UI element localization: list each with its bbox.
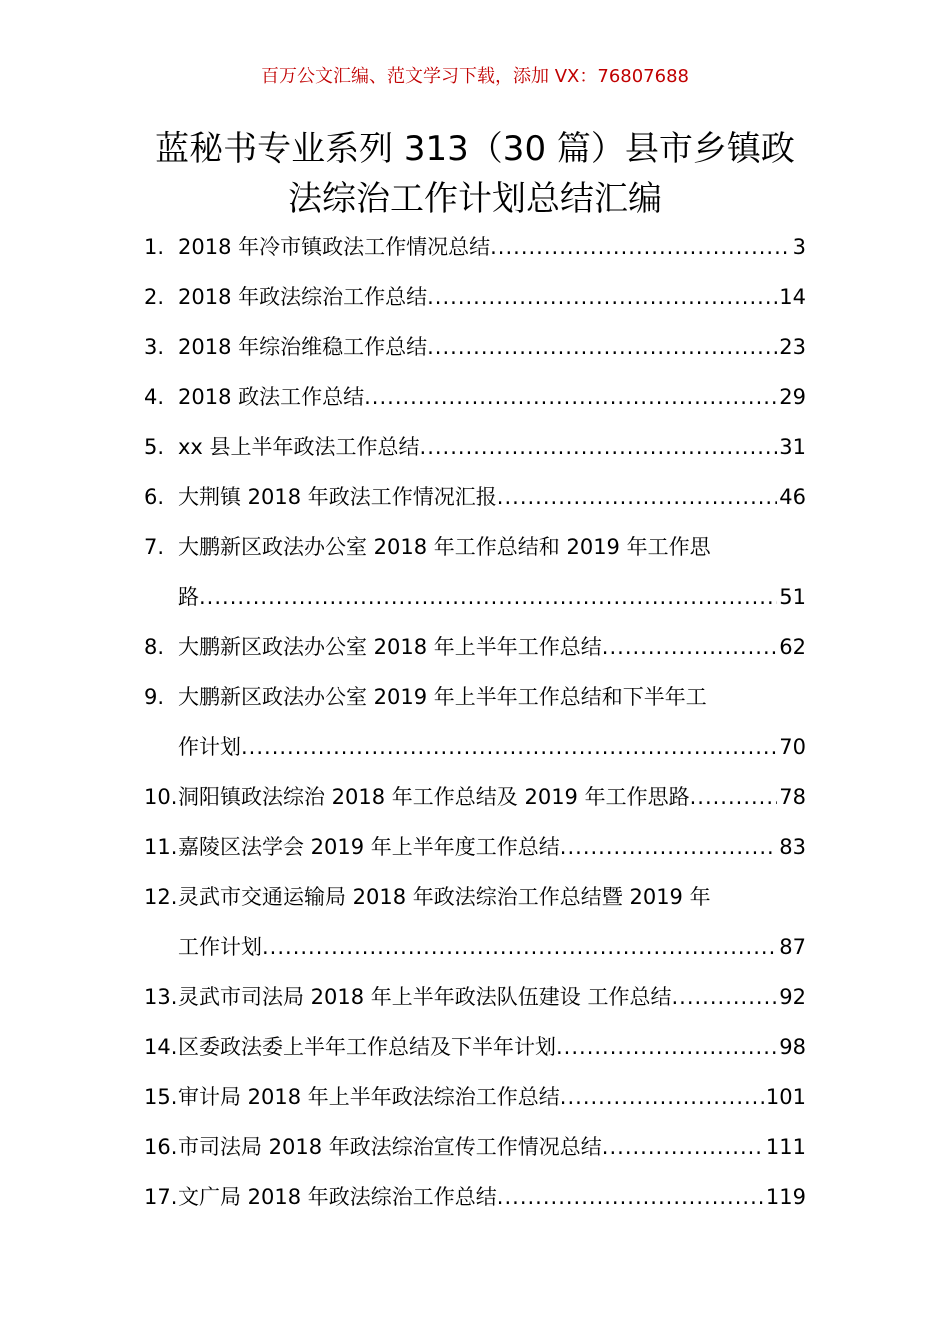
toc-entry-page-number: 87 <box>779 935 806 959</box>
toc-entry-page-number: 98 <box>779 1035 806 1059</box>
toc-entry-title: 审计局 2018 年上半年政法综治工作总结 <box>178 1085 560 1109</box>
toc-entry-page-number: 111 <box>765 1135 806 1159</box>
toc-entry-line <box>178 772 806 822</box>
toc-entry-number: 8. <box>144 635 165 659</box>
dot-leader <box>420 422 778 472</box>
toc-entry-number: 9. <box>144 685 165 709</box>
toc-entry-body <box>178 272 806 322</box>
table-of-contents <box>144 222 806 1222</box>
toc-entry-title: 大荆镇 2018 年政法工作情况汇报 <box>178 485 497 509</box>
toc-entry-title: 路 <box>178 585 199 609</box>
toc-entry-title-line: 大鹏新区政法办公室 2018 年工作总结和 2019 年工作思 <box>178 535 711 559</box>
title-line-2: 法综治工作计划总结汇编 <box>288 179 662 219</box>
toc-entry-body <box>178 372 806 422</box>
toc-entry-number: 13. <box>144 985 178 1009</box>
toc-entry-body <box>178 522 806 622</box>
toc-entry-line <box>178 222 806 272</box>
toc-entry-body <box>178 822 806 872</box>
toc-entry-body <box>178 772 806 822</box>
header-contact-text: 百万公文汇编、范文学习下载，添加 VX：76807688 <box>261 66 689 87</box>
toc-entry-page-number: 119 <box>765 1185 806 1209</box>
toc-entry-line <box>178 1072 806 1122</box>
toc-entry-title: 文广局 2018 年政法综治工作总结 <box>178 1185 497 1209</box>
toc-entry[interactable] <box>144 972 806 1022</box>
dot-leader <box>427 272 777 322</box>
toc-entry-line <box>178 822 806 872</box>
dot-leader <box>690 772 778 822</box>
toc-entry[interactable] <box>144 472 806 522</box>
toc-entry-body <box>178 672 806 772</box>
toc-entry[interactable] <box>144 622 806 672</box>
dot-leader <box>364 372 777 422</box>
toc-entry[interactable] <box>144 1072 806 1122</box>
dot-leader <box>602 1122 764 1172</box>
toc-entry[interactable] <box>144 822 806 872</box>
toc-entry-line <box>178 322 806 372</box>
toc-entry-line <box>178 472 806 522</box>
toc-entry[interactable] <box>144 272 806 322</box>
toc-entry-body <box>178 1072 806 1122</box>
toc-entry-title: xx 县上半年政法工作总结 <box>178 435 420 459</box>
toc-entry-page-number: 29 <box>779 385 806 409</box>
toc-entry-title: 洞阳镇政法综治 2018 年工作总结及 2019 年工作思路 <box>178 785 690 809</box>
toc-entry-page-number: 51 <box>779 585 806 609</box>
toc-entry-body <box>178 972 806 1022</box>
toc-entry-number: 17. <box>144 1185 178 1209</box>
dot-leader <box>556 1022 777 1072</box>
toc-entry-title-line: 灵武市交通运输局 2018 年政法综治工作总结暨 2019 年 <box>178 885 711 909</box>
toc-entry-line <box>178 972 806 1022</box>
toc-entry[interactable] <box>144 1022 806 1072</box>
toc-entry-body <box>178 1122 806 1172</box>
toc-entry-title: 2018 年冷市镇政法工作情况总结 <box>178 235 491 259</box>
toc-entry-title: 2018 年政法综治工作总结 <box>178 285 428 309</box>
toc-entry-title: 工作计划 <box>178 935 262 959</box>
toc-entry-title: 2018 年综治维稳工作总结 <box>178 335 428 359</box>
dot-leader <box>199 572 777 622</box>
toc-entry-title: 灵武市司法局 2018 年上半年政法队伍建设 工作总结 <box>178 985 672 1009</box>
toc-entry-number: 2. <box>144 285 165 309</box>
toc-entry[interactable] <box>144 522 806 622</box>
toc-entry-number: 10. <box>144 785 178 809</box>
title-line-1: 蓝秘书专业系列 313（30 篇）县市乡镇政 <box>155 129 795 169</box>
dot-leader <box>560 822 777 872</box>
toc-entry-page-number: 62 <box>779 635 806 659</box>
toc-entry-page-number: 3 <box>792 235 806 259</box>
toc-entry-title: 作计划 <box>178 735 241 759</box>
toc-entry-page-number: 92 <box>779 985 806 1009</box>
toc-entry-title: 大鹏新区政法办公室 2018 年上半年工作总结 <box>178 635 602 659</box>
toc-entry-title: 区委政法委上半年工作总结及下半年计划 <box>178 1035 556 1059</box>
toc-entry-line <box>178 1122 806 1172</box>
dot-leader <box>490 222 791 272</box>
toc-entry-number: 16. <box>144 1135 178 1159</box>
toc-entry-number: 7. <box>144 535 165 559</box>
toc-entry[interactable] <box>144 222 806 272</box>
dot-leader <box>241 722 777 772</box>
toc-entry-title: 市司法局 2018 年政法综治宣传工作情况总结 <box>178 1135 602 1159</box>
dot-leader <box>671 972 777 1022</box>
toc-entry-line <box>178 622 806 672</box>
document-title <box>100 124 850 224</box>
toc-entry-number: 6. <box>144 485 165 509</box>
toc-entry-body <box>178 1172 806 1222</box>
toc-entry-body <box>178 422 806 472</box>
toc-entry[interactable] <box>144 672 806 772</box>
toc-entry-page-number: 78 <box>779 785 806 809</box>
dot-leader <box>602 622 777 672</box>
toc-entry-line <box>178 1022 806 1072</box>
toc-entry-page-number: 101 <box>765 1085 806 1109</box>
toc-entry-title: 2018 政法工作总结 <box>178 385 365 409</box>
toc-entry-number: 3. <box>144 335 165 359</box>
toc-entry-number: 1. <box>144 235 165 259</box>
toc-entry-body <box>178 222 806 272</box>
toc-entry-number: 11. <box>144 835 178 859</box>
toc-entry-line <box>178 272 806 322</box>
dot-leader <box>497 1172 764 1222</box>
toc-entry-body <box>178 1022 806 1072</box>
toc-entry-line <box>178 722 806 772</box>
dot-leader <box>497 472 777 522</box>
toc-entry-title-line: 大鹏新区政法办公室 2019 年上半年工作总结和下半年工 <box>178 685 707 709</box>
toc-entry-number: 14. <box>144 1035 178 1059</box>
toc-entry-line <box>178 372 806 422</box>
toc-entry-number: 4. <box>144 385 165 409</box>
toc-entry-number: 5. <box>144 435 165 459</box>
toc-entry-page-number: 31 <box>779 435 806 459</box>
toc-entry[interactable] <box>144 322 806 372</box>
toc-entry[interactable] <box>144 772 806 822</box>
toc-entry-number: 15. <box>144 1085 178 1109</box>
toc-entry-page-number: 46 <box>779 485 806 509</box>
dot-leader <box>427 322 777 372</box>
toc-entry-body <box>178 322 806 372</box>
toc-entry-body <box>178 872 806 972</box>
toc-entry-page-number: 70 <box>779 735 806 759</box>
toc-entry[interactable] <box>144 872 806 972</box>
toc-entry-title: 嘉陵区法学会 2019 年上半年度工作总结 <box>178 835 560 859</box>
dot-leader <box>262 922 777 972</box>
toc-entry[interactable] <box>144 1122 806 1172</box>
toc-entry-line <box>178 422 806 472</box>
toc-entry[interactable] <box>144 372 806 422</box>
toc-entry-page-number: 23 <box>779 335 806 359</box>
toc-entry-page-number: 14 <box>779 285 806 309</box>
toc-entry-line <box>178 1172 806 1222</box>
toc-entry-number: 12. <box>144 885 178 909</box>
toc-entry[interactable] <box>144 422 806 472</box>
toc-entry-body <box>178 622 806 672</box>
toc-entry-line <box>178 572 806 622</box>
toc-entry[interactable] <box>144 1172 806 1222</box>
toc-entry-line <box>178 922 806 972</box>
toc-entry-body <box>178 472 806 522</box>
dot-leader <box>560 1072 764 1122</box>
toc-entry-page-number: 83 <box>779 835 806 859</box>
